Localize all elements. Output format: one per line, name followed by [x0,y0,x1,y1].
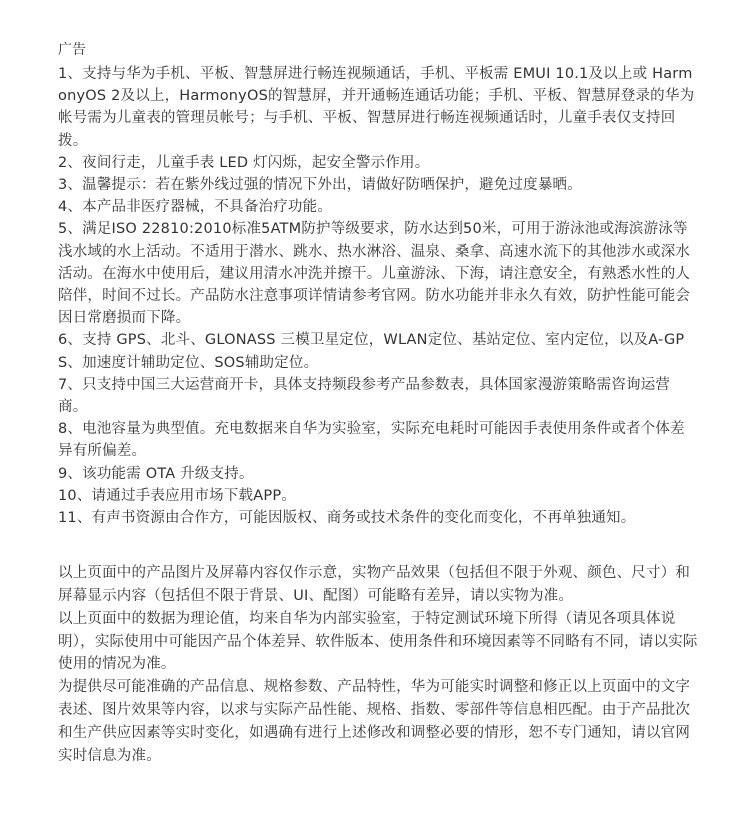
ad-label: 广告 [58,42,86,58]
footnote-item: 3、温馨提示：若在紫外线过强的情况下外出，请做好防晒保护，避免过度暴晒。 [58,177,582,194]
footnote-item: 4、本产品非医疗器械，不具备治疗功能。 [58,199,333,216]
footnote-item: 1、支持与华为手机、平板、智慧屏进行畅连视频通话，手机、平板需 EMUI 10.1及以上或 HarmonyOS 2及以上，HarmonyOS的智慧屏，并开通畅连通话功能；手机、平板、智慧屏登录的华为帐号需为儿童表的管理员帐号；与手机、平板、智慧屏进行畅连视频通话时，儿童手表仅支持回拨。 [58,66,695,149]
footnote-item: 7、只支持中国三大运营商开卡，具体支持频段参考产品参数表，具体国家漫游策略需咨询运营商。 [58,376,671,416]
legal-notes-page [58,40,698,767]
footnote-item: 9、该功能需 OTA 升级支持。 [58,465,254,482]
footnote-item: 10、请通过手表应用市场下载APP。 [58,487,296,504]
disclaimer-paragraph: 为提供尽可能准确的产品信息、规格参数、产品特性，华为可能实时调整和修正以上页面中的文字表述、图片效果等内容，以求与实际产品性能、规格、指数、零部件等信息相匹配。由于产品批次和生产供应因素等实时变化，如遇确有进行上述修改和调整必要的情形，恕不专门通知，请以官网实时信息为准。 [58,679,691,764]
footnote-item: 11、有声书资源由合作方，可能因版权、商务或技术条件的变化而变化，不再单独通知。 [58,510,636,527]
disclaimer-paragraph: 以上页面中的产品图片及屏幕内容仅作示意，实物产品效果（包括但不限于外观、颜色、尺寸）和屏幕显示内容（包括但不限于背景、UI、配图）可能略有差异，请以实物为准。 [58,565,691,605]
disclaimer-paragraph: 以上页面中的数据为理论值，均来自华为内部实验室，于特定测试环境下所得（请见各项具体说明），实际使用中可能因产品个体差异、软件版本、使用条件和环境因素等不同略有不同，请以实际使用的情况为准。 [58,610,698,673]
disclaimer-section [58,562,698,767]
footnotes-list [58,63,698,529]
footnote-item: 8、电池容量为典型值。充电数据来自华为实验室，实际充电耗时可能因手表使用条件或者个体差异有所偏差。 [58,421,685,460]
footnote-item: 2、夜间行走，儿童手表 LED 灯闪烁，起安全警示作用。 [58,154,430,171]
footnote-item: 6、支持 GPS、北斗、GLONASS 三模卫星定位，WLAN定位、基站定位、室内定位，以及A-GPS、加速度计辅助定位、SOS辅助定位。 [58,332,685,371]
section-spacer [58,529,698,562]
footnote-item: 5、满足ISO 22810:2010标准5ATM防护等级要求，防水达到50米，可用于游泳池或海滨游泳等浅水域的水上活动。不适用于潜水、跳水、热水淋浴、温泉、桑拿、高速水流下的其他涉水或深水活动。在海水中使用后，建议用清水冲洗并擦干。儿童游泳、下海，请注意安全，有熟悉水性的人陪伴，时间不过长。产品防水注意事项详情请参考官网。防水功能并非永久有效，防护性能可能会因日常磨损而下降。 [58,221,691,327]
